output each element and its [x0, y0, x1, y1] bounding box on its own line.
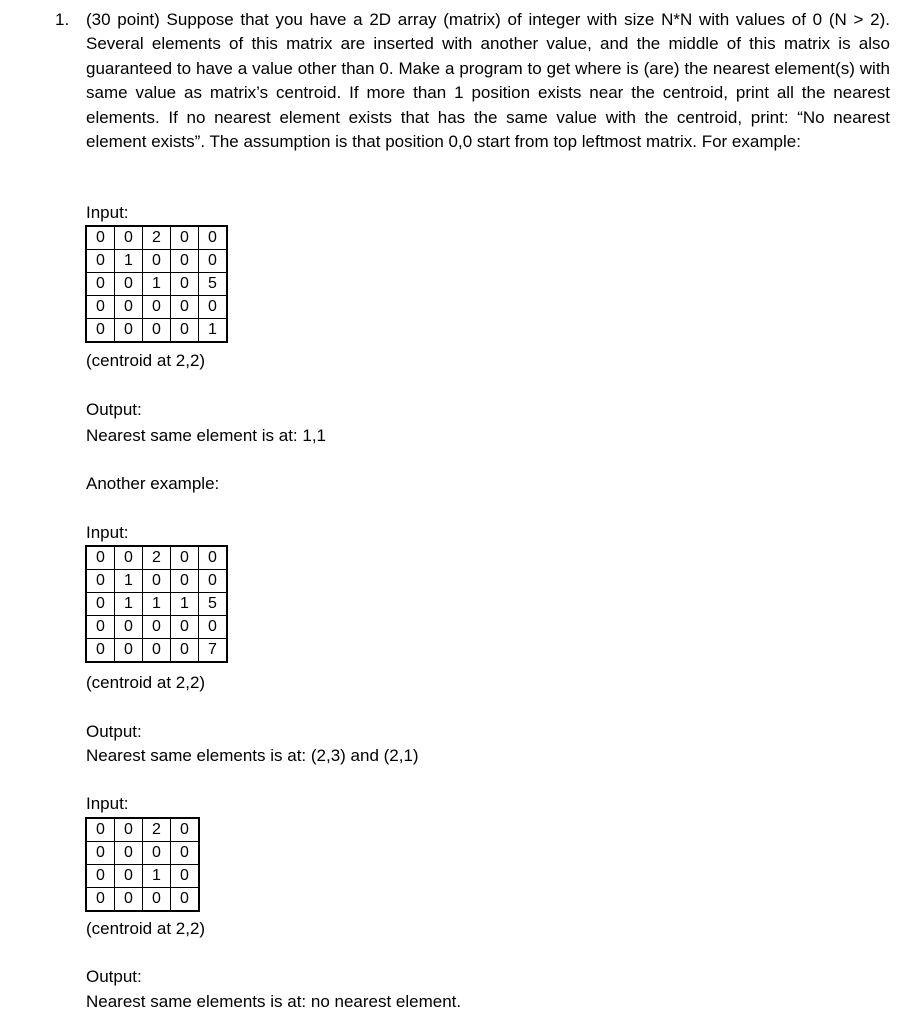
- matrix-cell: 0: [86, 593, 115, 616]
- matrix-cell: 0: [115, 639, 143, 663]
- example-3-output-text: Nearest same elements is at: no nearest element.: [86, 992, 462, 1011]
- example-2-output-label: Output:: [86, 722, 142, 741]
- matrix-cell: 0: [143, 842, 171, 865]
- example-2-input-label: Input:: [86, 523, 129, 542]
- matrix-cell: 0: [86, 639, 115, 663]
- example-2-matrix: [85, 545, 228, 663]
- matrix-row: [86, 818, 199, 842]
- matrix-cell: 0: [115, 296, 143, 319]
- example-3-centroid-note: (centroid at 2,2): [86, 919, 206, 938]
- example-2-centroid-note: (centroid at 2,2): [86, 673, 206, 692]
- matrix-cell: 0: [171, 616, 199, 639]
- matrix-cell: 0: [86, 570, 115, 593]
- matrix-row: [86, 570, 227, 593]
- matrix-cell: 2: [143, 546, 171, 570]
- matrix-cell: 1: [115, 593, 143, 616]
- matrix-cell: 0: [171, 296, 199, 319]
- matrix-row: [86, 888, 199, 912]
- matrix-row: [86, 273, 227, 296]
- matrix-cell: 0: [86, 865, 115, 888]
- question-text: (30 point) Suppose that you have a 2D array (matrix) of integer with size N*N with values of 0 (N > 2). Several elements of this matrix are inserted with another value, and the middle of this matrix is also guaranteed to have a value other than 0. Make a program to get where is (are) the nearest element(s) with same value as matrix’s centroid. If more than 1 position exists near the centroid, print all the nearest elements. If no nearest element exists that has the same value with the centroid, print: “No nearest element exists”. The assumption is that position 0,0 start from top leftmost matrix. For example:: [86, 10, 890, 152]
- matrix-cell: 2: [143, 226, 171, 250]
- example-1-output-label: Output:: [86, 400, 142, 419]
- matrix-cell: 0: [86, 319, 115, 343]
- example-3-output-label: Output:: [86, 967, 142, 986]
- matrix-cell: 0: [143, 250, 171, 273]
- matrix-row: [86, 593, 227, 616]
- matrix-cell: 5: [199, 593, 228, 616]
- matrix-cell: 0: [143, 639, 171, 663]
- matrix-cell: 0: [143, 570, 171, 593]
- matrix-row: [86, 616, 227, 639]
- matrix-row: [86, 639, 227, 663]
- matrix-cell: 0: [171, 273, 199, 296]
- matrix-cell: 0: [115, 319, 143, 343]
- matrix-cell: 0: [171, 639, 199, 663]
- matrix-cell: 0: [171, 546, 199, 570]
- matrix-cell: 0: [86, 296, 115, 319]
- matrix-cell: 0: [115, 888, 143, 912]
- matrix-cell: 1: [115, 250, 143, 273]
- matrix-cell: 0: [86, 546, 115, 570]
- matrix-cell: 0: [115, 865, 143, 888]
- matrix-cell: 7: [199, 639, 228, 663]
- matrix-cell: 0: [171, 250, 199, 273]
- matrix-cell: 1: [143, 593, 171, 616]
- example-2-output-text: Nearest same elements is at: (2,3) and (2,1): [86, 746, 419, 765]
- matrix-cell: 0: [143, 319, 171, 343]
- matrix-cell: 0: [115, 818, 143, 842]
- matrix-cell: 0: [86, 273, 115, 296]
- matrix-cell: 0: [115, 842, 143, 865]
- matrix-cell: 0: [86, 888, 115, 912]
- matrix-cell: 0: [86, 842, 115, 865]
- matrix-cell: 0: [171, 888, 200, 912]
- matrix-cell: 0: [171, 226, 199, 250]
- matrix-cell: 0: [199, 546, 228, 570]
- matrix-cell: 0: [115, 226, 143, 250]
- example-1-input-label: Input:: [86, 203, 129, 222]
- matrix-row: [86, 319, 227, 343]
- matrix-cell: 2: [143, 818, 171, 842]
- matrix-row: [86, 296, 227, 319]
- example-1-output-text: Nearest same element is at: 1,1: [86, 426, 327, 445]
- matrix-cell: 0: [86, 616, 115, 639]
- matrix-cell: 0: [86, 226, 115, 250]
- example-3-input-label: Input:: [86, 794, 129, 813]
- matrix-row: [86, 842, 199, 865]
- matrix-cell: 0: [115, 273, 143, 296]
- example-1-matrix: [85, 225, 228, 343]
- matrix-cell: 0: [86, 250, 115, 273]
- matrix-cell: 0: [171, 865, 200, 888]
- matrix-row: [86, 250, 227, 273]
- matrix-cell: 0: [199, 570, 228, 593]
- matrix-cell: 0: [115, 616, 143, 639]
- matrix-row: [86, 865, 199, 888]
- matrix-cell: 0: [143, 296, 171, 319]
- matrix-cell: 0: [199, 250, 228, 273]
- matrix-cell: 0: [86, 818, 115, 842]
- matrix-cell: 1: [143, 865, 171, 888]
- matrix-cell: 5: [199, 273, 228, 296]
- matrix-row: [86, 546, 227, 570]
- matrix-cell: 0: [143, 888, 171, 912]
- matrix-cell: 0: [171, 818, 200, 842]
- matrix-cell: 1: [115, 570, 143, 593]
- matrix-cell: 0: [199, 616, 228, 639]
- matrix-cell: 0: [171, 842, 200, 865]
- matrix-cell: 0: [115, 546, 143, 570]
- matrix-cell: 1: [171, 593, 199, 616]
- matrix-cell: 0: [143, 616, 171, 639]
- matrix-cell: 0: [199, 226, 228, 250]
- example-1-centroid-note: (centroid at 2,2): [86, 351, 206, 370]
- matrix-row: [86, 226, 227, 250]
- matrix-cell: 1: [199, 319, 228, 343]
- matrix-cell: 1: [143, 273, 171, 296]
- example-2-intro: Another example:: [86, 474, 220, 493]
- example-3-matrix: [85, 817, 200, 912]
- matrix-cell: 0: [171, 570, 199, 593]
- question-number: 1.: [55, 10, 70, 29]
- matrix-cell: 0: [171, 319, 199, 343]
- matrix-cell: 0: [199, 296, 228, 319]
